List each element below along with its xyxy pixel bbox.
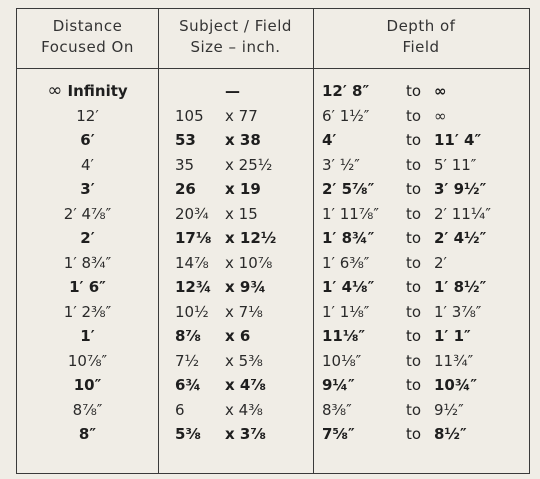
size-width: 17⅛	[175, 229, 212, 247]
header-size-line: Size – inch.	[190, 38, 281, 56]
dof-near: 12′ 8″	[322, 82, 370, 100]
size-width: 12¾	[175, 278, 212, 296]
dof-to: to	[406, 278, 422, 296]
dof-to: to	[406, 351, 422, 370]
size-width: 20¾	[175, 204, 209, 223]
dof-near: 10⅛″	[322, 351, 362, 370]
dof-far: 2′ 4½″	[434, 229, 487, 247]
distance-cell: 1′ 2⅜″	[63, 302, 112, 321]
size-height: x 3⅞	[225, 425, 266, 443]
size-width: 10½	[175, 302, 209, 321]
dof-far: 5′ 11″	[434, 155, 477, 174]
dof-near: 6′ 1½″	[322, 106, 370, 125]
size-width: 26	[175, 180, 196, 198]
distance-cell: 8⅞″	[72, 400, 103, 419]
table-body	[17, 79, 529, 447]
header-distance-line: Focused On	[41, 38, 134, 56]
dof-near: 4′	[322, 131, 337, 149]
dof-to: to	[406, 155, 422, 174]
dof-far: 1′ 1″	[434, 327, 471, 345]
dof-to: to	[406, 82, 422, 100]
dof-far: 1′ 3⅞″	[434, 302, 482, 321]
table-row	[17, 79, 529, 104]
dof-far: 11′ 4″	[434, 131, 482, 149]
distance-cell: 10″	[73, 376, 102, 394]
header-dof-line: Depth of	[386, 17, 456, 35]
header-depth-of-field	[313, 16, 529, 58]
size-height: x 19	[225, 180, 261, 198]
size-width: 5⅜	[175, 425, 201, 443]
dof-near: 1′ 8¾″	[322, 229, 375, 247]
dof-to: to	[406, 204, 422, 223]
dof-near: 11⅛″	[322, 327, 366, 345]
table-row	[17, 128, 529, 153]
dof-far: 2′	[434, 253, 447, 272]
size-width: 6	[175, 400, 185, 419]
size-height: x 6	[225, 327, 251, 345]
dof-near: 2′ 5⅞″	[322, 180, 375, 198]
size-height: x 5⅜	[225, 351, 263, 370]
dof-near: 8⅜″	[322, 400, 352, 419]
dof-far: 8½″	[434, 425, 467, 443]
distance-cell: 8″	[78, 425, 97, 443]
table-row	[17, 275, 529, 300]
dof-near: 1′ 1⅛″	[322, 302, 370, 321]
infinity-icon: ∞	[47, 80, 63, 101]
size-height: x 4⅜	[225, 400, 263, 419]
header-rule	[17, 68, 529, 69]
size-width: 105	[175, 106, 204, 125]
size-height: x 9¾	[225, 278, 266, 296]
size-height: x 15	[225, 204, 258, 223]
table-row	[17, 398, 529, 423]
header-dof-line: Field	[402, 38, 440, 56]
table-row	[17, 153, 529, 178]
dof-near: 1′ 6⅜″	[322, 253, 370, 272]
table-row	[17, 349, 529, 374]
dof-far: 11¾″	[434, 351, 474, 370]
size-height: x 12½	[225, 229, 277, 247]
distance-cell: 4′	[81, 155, 94, 174]
table-row	[17, 324, 529, 349]
dof-to: to	[406, 425, 422, 443]
table-row	[17, 104, 529, 129]
distance-cell: 1′ 6″	[69, 278, 106, 296]
size-height: x 38	[225, 131, 261, 149]
size-width: 14⅞	[175, 253, 209, 272]
dof-to: to	[406, 302, 422, 321]
distance-cell: 12′	[76, 106, 99, 125]
dof-far: ∞	[434, 106, 447, 125]
dof-to: to	[406, 106, 422, 125]
distance-cell: ∞ Infinity	[47, 80, 128, 101]
dof-to: to	[406, 376, 422, 394]
size-width: 8⅞	[175, 327, 201, 345]
header-distance-line: Distance	[52, 17, 123, 35]
distance-cell: 2′	[80, 229, 95, 247]
dof-near: 3′ ½″	[322, 155, 360, 174]
dof-to: to	[406, 327, 422, 345]
dof-to: to	[406, 180, 422, 198]
dof-far: 9½″	[434, 400, 464, 419]
dof-far: ∞	[434, 82, 447, 100]
distance-cell: 1′ 8¾″	[63, 253, 112, 272]
table-row	[17, 373, 529, 398]
distance-cell: 6′	[80, 131, 95, 149]
dof-far: 1′ 8½″	[434, 278, 487, 296]
dof-to: to	[406, 400, 422, 419]
distance-cell: 2′ 4⅞″	[63, 204, 112, 223]
size-height: x 7⅛	[225, 302, 263, 321]
table-row	[17, 422, 529, 447]
table-row	[17, 177, 529, 202]
table-row	[17, 300, 529, 325]
table-row	[17, 251, 529, 276]
dof-far: 2′ 11¼″	[434, 204, 491, 223]
header-size-line: Subject / Field	[179, 17, 292, 35]
dof-to: to	[406, 229, 422, 247]
dof-to: to	[406, 253, 422, 272]
distance-cell: 1′	[80, 327, 95, 345]
depth-of-field-table	[16, 8, 530, 474]
dof-near: 1′ 11⅞″	[322, 204, 379, 223]
distance-cell: 3′	[80, 180, 95, 198]
header-size	[158, 16, 313, 58]
size-height: x 4⅞	[225, 376, 266, 394]
size-height: x 77	[225, 106, 258, 125]
size-height: x 10⅞	[225, 253, 273, 272]
dof-near: 7⅝″	[322, 425, 355, 443]
dof-to: to	[406, 131, 422, 149]
size-height: —	[225, 82, 240, 100]
size-width: 6¾	[175, 376, 201, 394]
size-height: x 25½	[225, 155, 273, 174]
table-row	[17, 226, 529, 251]
table-row	[17, 202, 529, 227]
dof-near: 9¼″	[322, 376, 355, 394]
size-width: 7½	[175, 351, 200, 370]
distance-cell: 10⅞″	[67, 351, 108, 370]
size-width: 53	[175, 131, 196, 149]
dof-near: 1′ 4⅛″	[322, 278, 375, 296]
size-width: 35	[175, 155, 195, 174]
dof-far: 3′ 9½″	[434, 180, 487, 198]
dof-far: 10¾″	[434, 376, 478, 394]
header-distance	[17, 16, 158, 58]
